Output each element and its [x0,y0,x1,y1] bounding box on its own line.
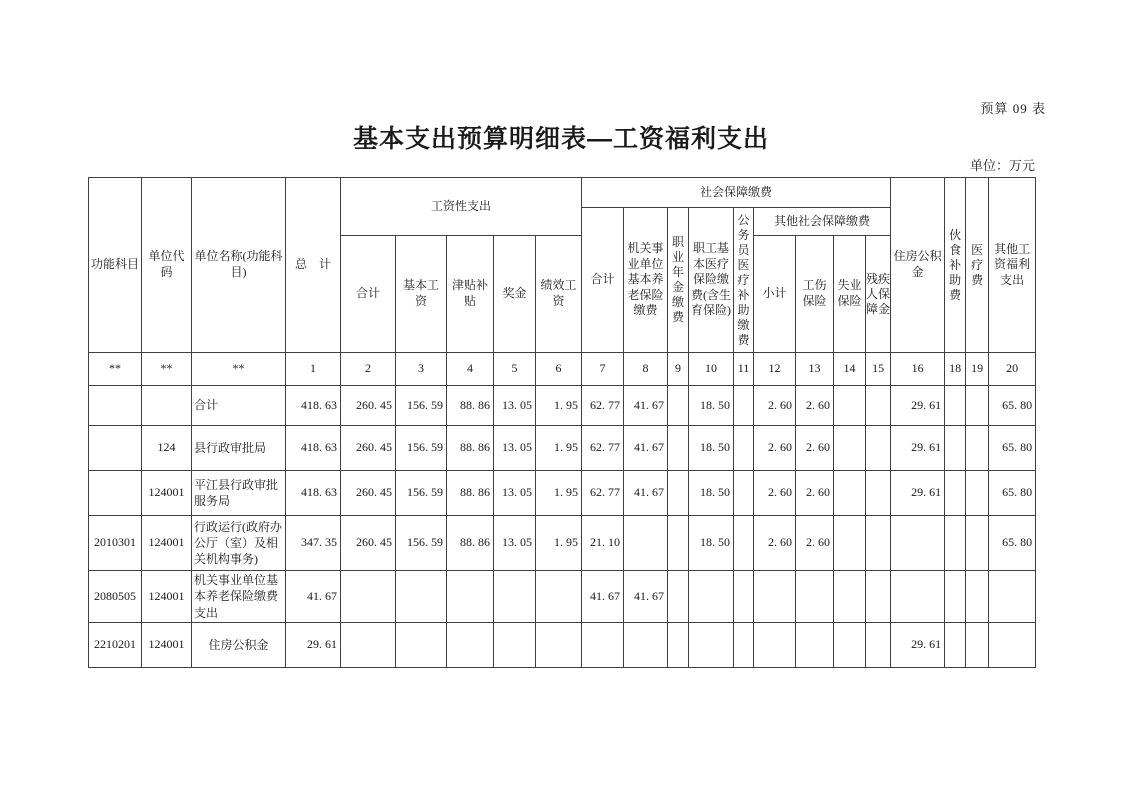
table-cell: 2080505 [89,571,142,623]
table-cell: 行政运行(政府办公厅（室）及相关机构事务) [192,516,286,571]
col-header-pension-contribution: 机关事业单位基本养老保险缴费 [624,208,668,353]
table-cell [734,426,754,471]
table-cell [734,386,754,426]
table-cell: 2. 60 [796,516,834,571]
table-row [89,386,1036,426]
table-cell: 16 [891,353,945,386]
table-cell: 29. 61 [891,471,945,516]
table-cell: 13. 05 [494,471,536,516]
table-cell [966,386,989,426]
table-cell: 29. 61 [286,623,341,668]
table-cell: 18. 50 [689,516,734,571]
col-header-allowance: 津贴补贴 [447,236,494,353]
group-header-social-security: 社会保障缴费 [582,178,891,208]
table-cell: 县行政审批局 [192,426,286,471]
table-cell [447,623,494,668]
table-cell [582,623,624,668]
table-cell: 41. 67 [624,426,668,471]
table-cell [834,386,866,426]
table-cell: 合计 [192,386,286,426]
table-cell [945,426,966,471]
table-cell [945,471,966,516]
table-cell [396,623,447,668]
table-cell: 13. 05 [494,386,536,426]
table-cell: 88. 86 [447,386,494,426]
table-cell [945,516,966,571]
table-cell [966,426,989,471]
col-header-grand-total: 总 计 [286,178,341,353]
table-cell [866,471,891,516]
table-cell [966,516,989,571]
table-cell: 10 [689,353,734,386]
table-cell: ** [89,353,142,386]
table-cell [891,516,945,571]
table-cell [989,571,1036,623]
table-cell [754,623,796,668]
col-header-work-injury-insurance: 工伤保险 [796,236,834,353]
table-cell [494,623,536,668]
table-cell: 41. 67 [624,386,668,426]
table-cell [945,386,966,426]
table-cell: 156. 59 [396,426,447,471]
table-cell [834,623,866,668]
table-cell: 156. 59 [396,471,447,516]
table-cell: 12 [754,353,796,386]
table-cell: 41. 67 [286,571,341,623]
table-row [89,426,1036,471]
table-cell: 19 [966,353,989,386]
table-cell [834,516,866,571]
table-cell: 18. 50 [689,426,734,471]
table-header [89,178,1036,353]
table-cell: 418. 63 [286,386,341,426]
unit-label: 单位：万元 [969,158,1035,173]
group-header-wage-expenditure: 工资性支出 [341,178,582,236]
table-cell: 41. 67 [582,571,624,623]
table-cell [754,571,796,623]
table-cell [734,571,754,623]
col-header-other-welfare: 其他工资福利支出 [989,178,1036,353]
table-cell: 124001 [142,623,192,668]
col-header-disabled-security-fund: 残疾人保障金 [866,236,891,353]
table-cell: 2. 60 [754,386,796,426]
table-cell [624,516,668,571]
table-cell [989,623,1036,668]
table-cell: 65. 80 [989,426,1036,471]
table-row [89,471,1036,516]
table-cell: 124001 [142,516,192,571]
header-row-1 [89,178,1036,208]
table-cell [866,623,891,668]
table-cell [668,516,689,571]
table-cell: 11 [734,353,754,386]
table-cell: 62. 77 [582,426,624,471]
table-cell: 260. 45 [341,516,396,571]
table-cell: 2 [341,353,396,386]
table-cell: 41. 67 [624,471,668,516]
table-cell [734,623,754,668]
col-header-meal-subsidy: 伙食补助费 [945,178,966,353]
table-cell [142,386,192,426]
table-cell: 1 [286,353,341,386]
table-cell: 13. 05 [494,426,536,471]
table-cell [945,623,966,668]
table-cell: 347. 35 [286,516,341,571]
table-cell: 2. 60 [796,426,834,471]
table-cell [966,471,989,516]
table-cell [341,623,396,668]
col-header-civil-servant-medical-aid: 公务员医疗补助缴费 [734,208,754,353]
table-cell: 1. 95 [536,516,582,571]
table-row [89,516,1036,571]
table-cell [396,571,447,623]
table-cell [866,426,891,471]
col-header-unit-name: 单位名称(功能科目) [192,178,286,353]
page-title: 基本支出预算明细表—工资福利支出 [352,125,769,153]
table-cell: 13. 05 [494,516,536,571]
table-cell [796,623,834,668]
table-cell: 21. 10 [582,516,624,571]
table-cell [89,386,142,426]
table-cell: ** [142,353,192,386]
table-cell: 88. 86 [447,471,494,516]
table-cell: 3 [396,353,447,386]
table-cell: 平江县行政审批服务局 [192,471,286,516]
table-cell: 18. 50 [689,471,734,516]
table-cell [866,571,891,623]
table-cell [834,571,866,623]
column-index-row [89,353,1036,386]
table-cell [866,516,891,571]
table-cell [668,386,689,426]
table-cell: 2210201 [89,623,142,668]
table-cell: 2010301 [89,516,142,571]
table-cell: 2. 60 [796,471,834,516]
table-cell [668,571,689,623]
table-cell: 124001 [142,471,192,516]
table-cell [668,426,689,471]
table-cell: 88. 86 [447,426,494,471]
table-cell [89,471,142,516]
table-cell [668,471,689,516]
table-cell: 1. 95 [536,471,582,516]
table-row [89,571,1036,623]
table-cell [796,571,834,623]
table-cell: 5 [494,353,536,386]
table-cell: 住房公积金 [192,623,286,668]
table-cell: 18. 50 [689,386,734,426]
table-cell: 1. 95 [536,386,582,426]
table-cell: 13 [796,353,834,386]
table-cell: 机关事业单位基本养老保险缴费支出 [192,571,286,623]
table-cell: 2. 60 [796,386,834,426]
col-header-housing-fund: 住房公积金 [891,178,945,353]
table-cell: 156. 59 [396,386,447,426]
col-header-basic-wage: 基本工资 [396,236,447,353]
table-cell: 14 [834,353,866,386]
col-header-bonus: 奖金 [494,236,536,353]
table-cell: 65. 80 [989,471,1036,516]
col-header-medical-insurance: 职工基本医疗保险缴费(含生育保险) [689,208,734,353]
table-cell: 29. 61 [891,386,945,426]
table-cell [689,571,734,623]
table-cell: 260. 45 [341,426,396,471]
table-cell [966,571,989,623]
budget-table [88,177,1036,668]
table-cell: 62. 77 [582,386,624,426]
table-cell: 29. 61 [891,623,945,668]
table-cell: 2. 60 [754,426,796,471]
table-cell [945,571,966,623]
table-cell [689,623,734,668]
table-cell: 7 [582,353,624,386]
table-cell: 260. 45 [341,386,396,426]
table-cell [834,471,866,516]
col-header-unit-code: 单位代码 [142,178,192,353]
table-cell: 2. 60 [754,471,796,516]
table-cell: 88. 86 [447,516,494,571]
table-cell: 41. 67 [624,571,668,623]
table-cell [89,426,142,471]
table-cell: 62. 77 [582,471,624,516]
group-header-other-social-security: 其他社会保障缴费 [754,208,891,236]
table-cell: ** [192,353,286,386]
table-cell [536,623,582,668]
col-header-occupational-annuity: 职业年金缴费 [668,208,689,353]
table-cell: 15 [866,353,891,386]
table-cell: 29. 61 [891,426,945,471]
table-cell [834,426,866,471]
table-cell [734,471,754,516]
table-cell [536,571,582,623]
table-cell: 65. 80 [989,516,1036,571]
table-cell: 124001 [142,571,192,623]
form-code-label: 预算 09 表 [980,101,1046,116]
table-cell: 18 [945,353,966,386]
table-cell: 9 [668,353,689,386]
table-cell: 124 [142,426,192,471]
table-cell [447,571,494,623]
table-cell: 8 [624,353,668,386]
table-cell: 156. 59 [396,516,447,571]
table-cell: 418. 63 [286,471,341,516]
table-body [89,353,1036,668]
table-cell: 260. 45 [341,471,396,516]
table-cell: 1. 95 [536,426,582,471]
table-cell [866,386,891,426]
table-row [89,623,1036,668]
table-cell [891,571,945,623]
col-header-medical-fee: 医疗费 [966,178,989,353]
table-cell: 418. 63 [286,426,341,471]
table-cell [668,623,689,668]
table-cell [734,516,754,571]
table-cell [966,623,989,668]
col-header-social-total: 合计 [582,208,624,353]
table-cell: 6 [536,353,582,386]
table-cell: 20 [989,353,1036,386]
col-header-performance-wage: 绩效工资 [536,236,582,353]
col-header-unemployment-insurance: 失业保险 [834,236,866,353]
table-cell: 2. 60 [754,516,796,571]
col-header-functional-subject: 功能科目 [89,178,142,353]
table-cell [341,571,396,623]
table-cell [624,623,668,668]
table-cell: 4 [447,353,494,386]
col-header-wage-total: 合计 [341,236,396,353]
col-header-other-social-subtotal: 小计 [754,236,796,353]
table-cell: 65. 80 [989,386,1036,426]
table-cell [494,571,536,623]
